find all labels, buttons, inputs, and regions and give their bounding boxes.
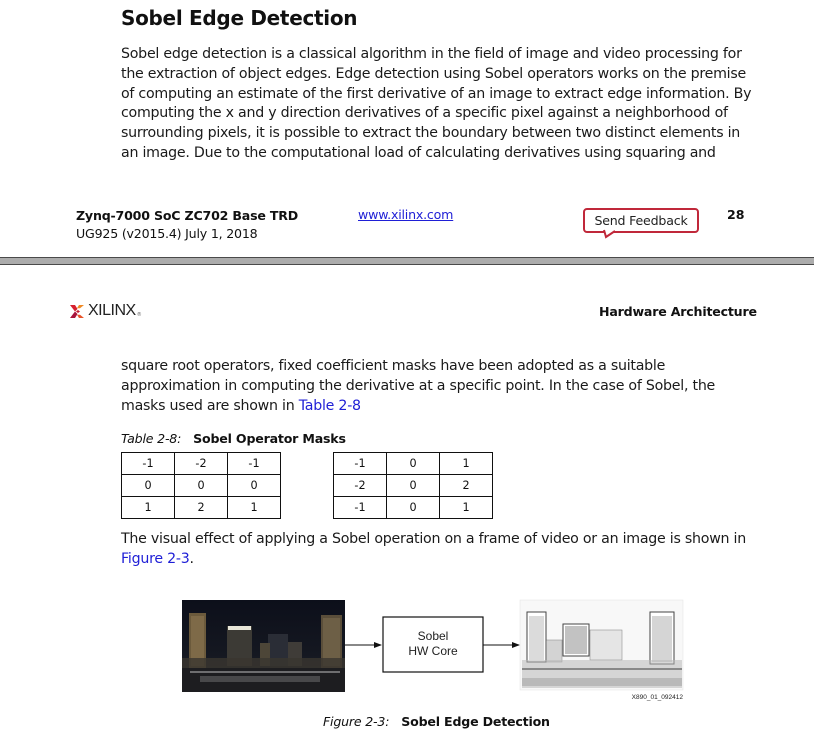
paragraph-line: Sobel edge detection is a classical algorithm in the field of image and video processing for [121,46,742,62]
page-number: 28 [727,207,745,222]
table-cell: 2 [175,497,228,519]
table-caption [121,431,346,446]
section-heading: Sobel Edge Detection [121,6,358,30]
paragraph-line: the extraction of object edges. Edge detection using Sobel operators works on the premise [121,65,746,82]
table-row [122,453,281,475]
table-row [334,453,493,475]
table-cell: -2 [175,453,228,475]
block-label-line2: HW Core [408,644,458,658]
table-cell: 1 [228,497,281,519]
paragraph-line: Figure 2-3. [121,550,194,567]
table-row [334,475,493,497]
sobel-mask-y-table [333,452,493,519]
logo-text: XILINX [88,302,136,319]
output-edge-image [520,600,683,690]
sobel-figure-diagram [180,598,700,708]
paragraph-line: masks used are shown in Table 2-8 [121,397,361,414]
xilinx-website-link[interactable]: www.xilinx.com [358,207,454,222]
table-row [122,475,281,497]
table-cell: -1 [228,453,281,475]
figure-id-label: X890_01_092412 [631,694,683,701]
continued-paragraph [121,357,751,416]
paragraph-line: The visual effect of applying a Sobel operation on a frame of video or an image is shown in [121,531,746,547]
speech-bubble-tail-icon [603,229,619,239]
paragraph-line: an image. Due to the computational load of calculating derivatives using squaring and [121,144,716,161]
table-cell: -2 [334,475,387,497]
table-cell: -1 [334,497,387,519]
table-number: Table 2-8: [121,431,182,446]
table-row [334,497,493,519]
input-city-photo [182,600,345,692]
figure-2-3-link[interactable]: Figure 2-3 [121,550,190,567]
table-2-8-link[interactable]: Table 2-8 [298,397,361,414]
table-cell: 1 [440,497,493,519]
table-cell: -1 [122,453,175,475]
page-separator [0,257,814,265]
table-cell: -1 [334,453,387,475]
table-cell: 0 [387,497,440,519]
table-cell: 2 [440,475,493,497]
table-row [122,497,281,519]
send-feedback-button[interactable] [583,208,699,233]
table-cell: 1 [440,453,493,475]
xilinx-x-logo-icon [70,305,84,318]
running-header-section: Hardware Architecture [599,304,757,319]
sobel-mask-x-table [121,452,281,519]
table-cell: 0 [387,475,440,497]
send-feedback-label: Send Feedback [594,213,688,228]
page-footer-doc-info [76,207,298,243]
table-cell: 0 [175,475,228,497]
footer-doc-id: UG925 (v2015.4) July 1, 2018 [76,226,258,241]
block-label-line1: Sobel [417,629,449,643]
paragraph-line: approximation in computing the derivative at a specific point. In the case of Sobel, the [121,377,716,394]
paragraph-line: surrounding pixels, it is possible to extract the boundary between two distinct elements in [121,125,741,142]
figure-number: Figure 2-3: [323,714,390,729]
table-title: Sobel Operator Masks [193,431,346,446]
footer-doc-title: Zynq-7000 SoC ZC702 Base TRD [76,208,299,223]
figure-title: Sobel Edge Detection [401,714,550,729]
paragraph-line: square root operators, fixed coefficient masks have been adopted as a suitable [121,358,666,374]
figure-caption [323,714,550,729]
paragraph-line: computing the x and y direction derivatives of a specific pixel against a neighborhood of [121,105,728,122]
table-cell: 0 [122,475,175,497]
figure-intro-paragraph [121,530,751,570]
xilinx-logo [70,302,142,320]
registered-mark: ® [136,312,142,318]
paragraph-line: of computing an estimate of the first derivative of an image to extract edge information. By [121,85,752,102]
table-cell: 0 [387,453,440,475]
table-cell: 1 [122,497,175,519]
intro-paragraph [121,45,751,164]
table-cell: 0 [228,475,281,497]
